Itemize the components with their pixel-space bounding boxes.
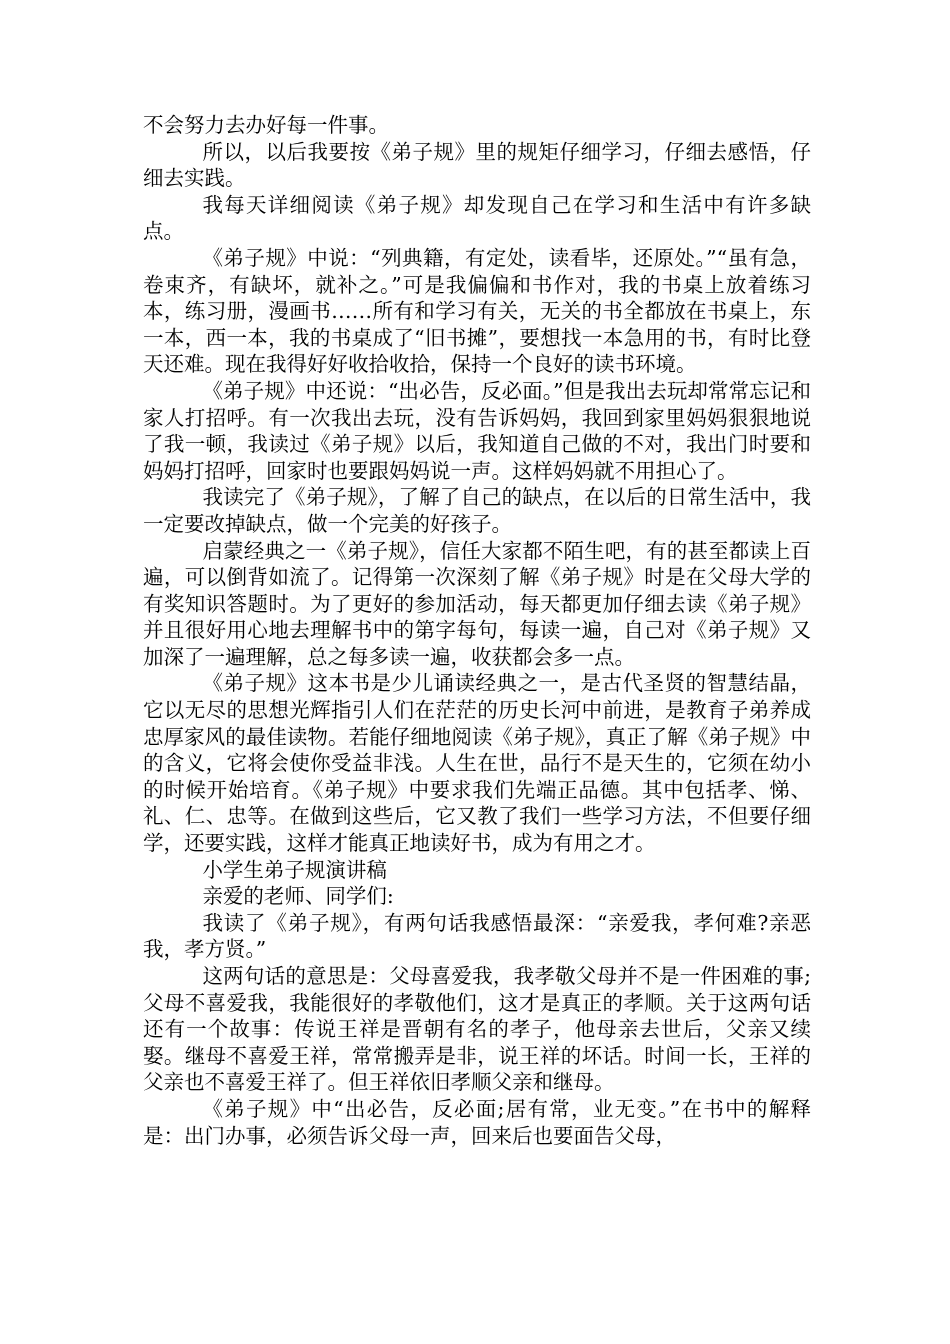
paragraph: 不会努力去办好每一件事。 — [143, 113, 389, 137]
paragraph: 所以，以后我要按《弟子规》里的规矩仔细学习，仔细去感悟，仔细去实践。 — [143, 139, 811, 191]
paragraph: 《弟子规》中说：“列典籍，有定处，读看毕，还原处。”“虽有急，卷束齐，有缺坏，就补之。”可是我偏偏和书作对，我的书桌上放着练习本，练习册，漫画书……所有和学习有关，无关的书全都放在书桌上，东一本，西一本，我的书桌成了“旧书摊”，要想找一本急用的书，有时比登天还难。现在我得好好收拾收拾，保持一个良好的读书环境。 — [143, 245, 811, 377]
document-body — [143, 112, 811, 1149]
paragraph: 这两句话的意思是：父母喜爱我，我孝敬父母并不是一件困难的事;父母不喜爱我，我能很好的孝敬他们，这才是真正的孝顺。关于这两句话还有一个故事：传说王祥是晋朝有名的孝子，他母亲去世后，父亲又续娶。继母不喜爱王祥，常常搬弄是非，说王祥的坏话。时间一长，王祥的父亲也不喜爱王祥了。但王祥依旧孝顺父亲和继母。 — [143, 964, 811, 1095]
paragraph: 启蒙经典之一《弟子规》，信任大家都不陌生吧，有的甚至都读上百遍，可以倒背如流了。记得第一次深刻了解《弟子规》时是在父母大学的有奖知识答题时。为了更好的参加活动，每天都更加仔细去读《弟子规》并且很好用心地去理解书中的第字每句，每读一遍，自己对《弟子规》又加深了一遍理解，总之每多读一遍，收获都会多一点。 — [143, 538, 811, 669]
salutation: 亲爱的老师、同学们: — [202, 884, 394, 909]
paragraph: 我读完了《弟子规》，了解了自己的缺点，在以后的日常生活中，我一定要改掉缺点，做一个完美的好孩子。 — [143, 485, 811, 536]
paragraph: 我每天详细阅读《弟子规》却发现自己在学习和生活中有许多缺点。 — [143, 192, 811, 244]
paragraph: 《弟子规》中“出必告，反必面;居有常，业无变。”在书中的解释是：出门办事，必须告诉父母一声，回来后也要面告父母， — [143, 1096, 811, 1148]
paragraph: 《弟子规》这本书是少儿诵读经典之一，是古代圣贤的智慧结晶，它以无尽的思想光辉指引人们在茫茫的历史长河中前进，是教育子弟养成忠厚家风的最佳读物。若能仔细地阅读《弟子规》，真正了解《弟子规》中的含义，它将会使你受益非浅。人生在世，品行不是天生的，它须在幼小的时候开始培育。《弟子规》中要求我们先端正品德。其中包括孝、悌、礼、仁、忠等。在做到这些后，它又教了我们一些学习方法，不但要仔细学，还要实践，这样才能真正地读好书，成为有用之才。 — [143, 671, 811, 856]
paragraph: 《弟子规》中还说：“出必告，反必面。”但是我出去玩却常常忘记和家人打招呼。有一次我出去玩，没有告诉妈妈，我回到家里妈妈狠狠地说了我一顿，我读过《弟子规》以后，我知道自己做的不对，我出门时要和妈妈打招呼，回家时也要跟妈妈说一声。这样妈妈就不用担心了。 — [143, 378, 811, 483]
speech-title: 小学生弟子规演讲稿 — [202, 857, 387, 882]
paragraph: 我读了《弟子规》，有两句话我感悟最深：“亲爱我，孝何难?亲恶我，孝方贤。” — [143, 910, 811, 962]
